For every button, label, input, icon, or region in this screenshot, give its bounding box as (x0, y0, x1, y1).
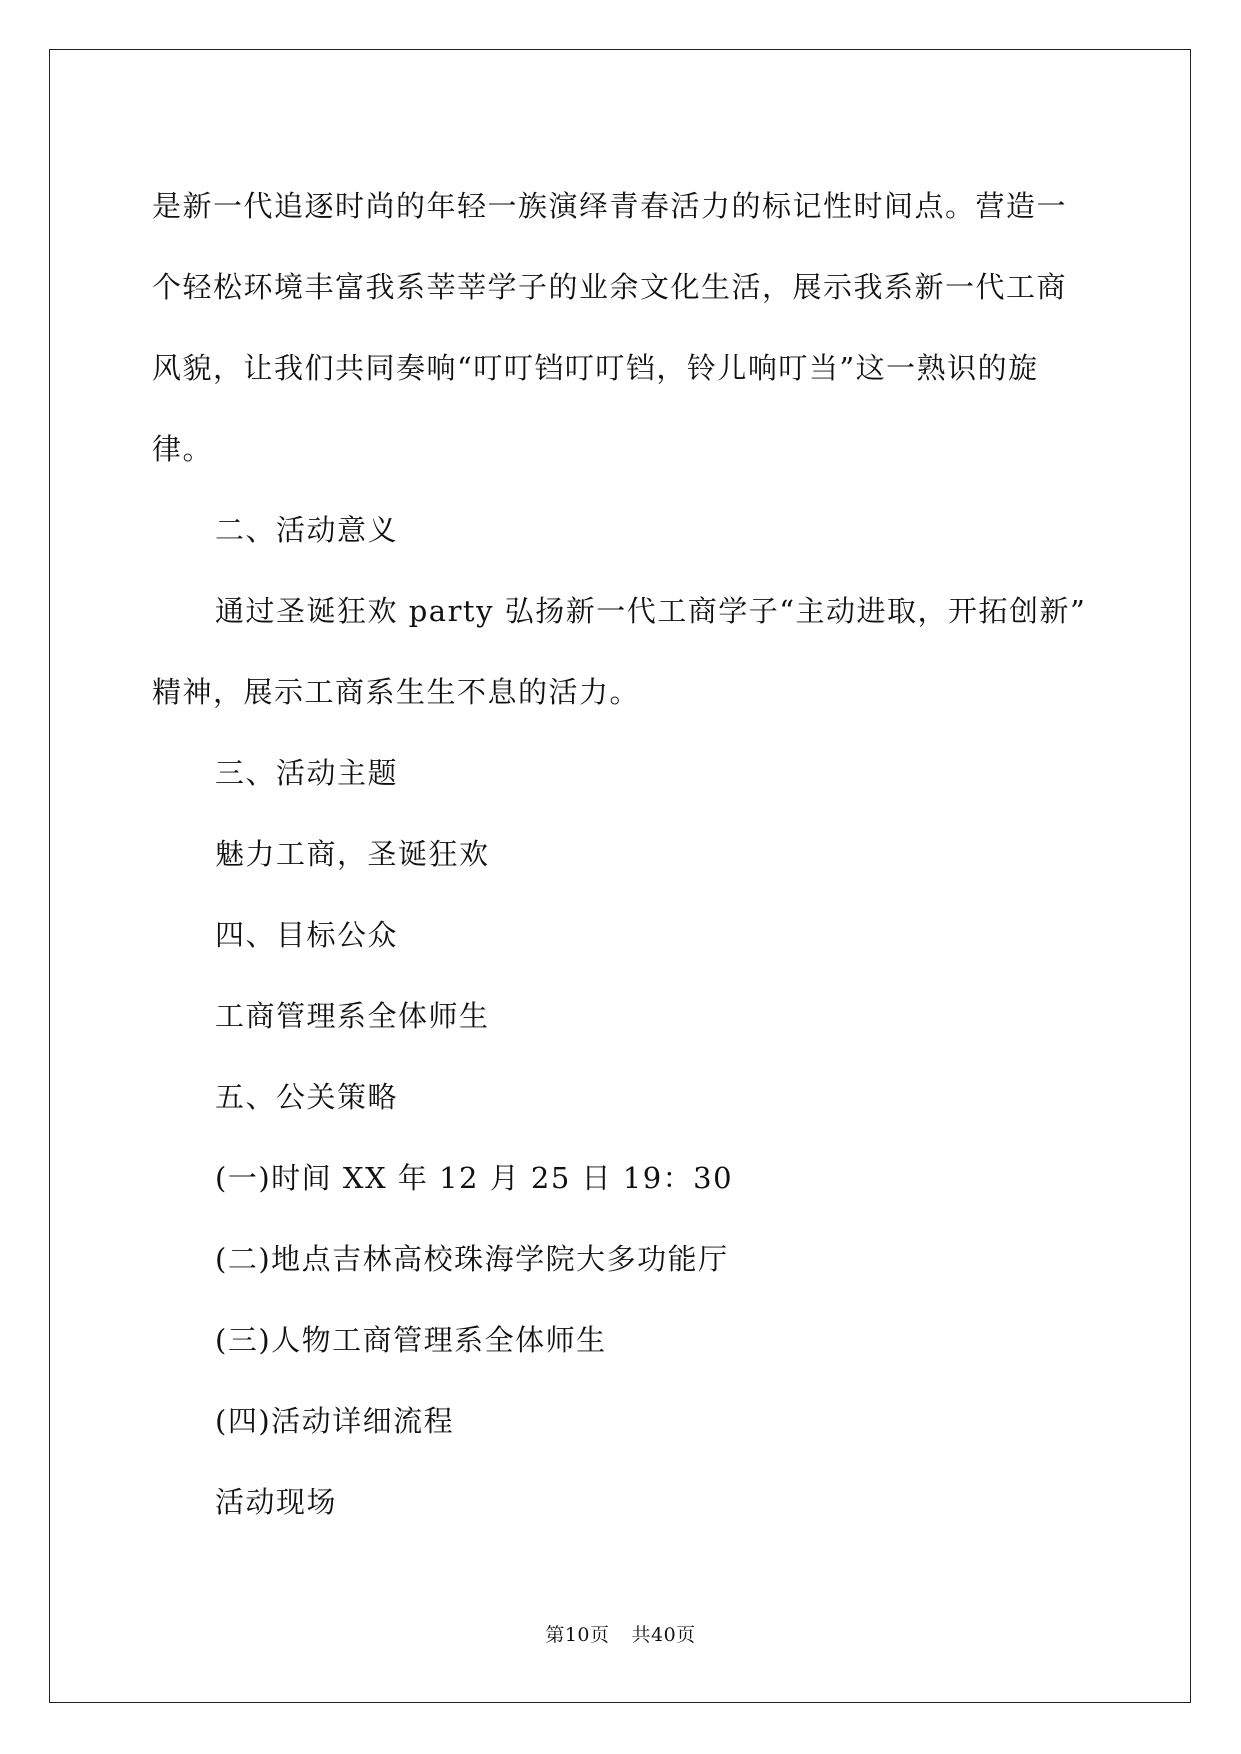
page-number: 第10页 (545, 1624, 610, 1646)
paragraph: 魅力工商，圣诞狂欢 (215, 837, 490, 871)
paragraph: 是新一代追逐时尚的年轻一族演绎青春活力的标记性时间点。营造一 (152, 189, 1068, 223)
paragraph: 活动现场 (215, 1485, 338, 1519)
section-heading: 五、公关策略 (215, 1080, 399, 1114)
list-item: (一)时间 XX 年 12 月 25 日 19：30 (215, 1161, 734, 1195)
paragraph: 个轻松环境丰富我系莘莘学子的业余文化生活，展示我系新一代工商 (152, 270, 1068, 304)
section-heading: 四、目标公众 (215, 918, 399, 952)
paragraph: 精神，展示工商系生生不息的活力。 (152, 675, 641, 709)
paragraph: 风貌，让我们共同奏响“叮叮铛叮叮铛，铃儿响叮当”这一熟识的旋 (152, 351, 1039, 385)
list-item: (二)地点吉林高校珠海学院大多功能厅 (215, 1242, 729, 1276)
document-body (152, 166, 1092, 1543)
paragraph: 工商管理系全体师生 (215, 999, 490, 1033)
paragraph: 通过圣诞狂欢 party 弘扬新一代工商学子“主动进取，开拓创新” (215, 594, 1087, 628)
section-heading: 三、活动主题 (215, 756, 399, 790)
page-footer (0, 1620, 1241, 1647)
list-item: (三)人物工商管理系全体师生 (215, 1323, 607, 1357)
list-item: (四)活动详细流程 (215, 1404, 455, 1438)
page-total: 共40页 (631, 1624, 696, 1646)
paragraph: 律。 (152, 432, 214, 466)
section-heading: 二、活动意义 (215, 513, 399, 547)
